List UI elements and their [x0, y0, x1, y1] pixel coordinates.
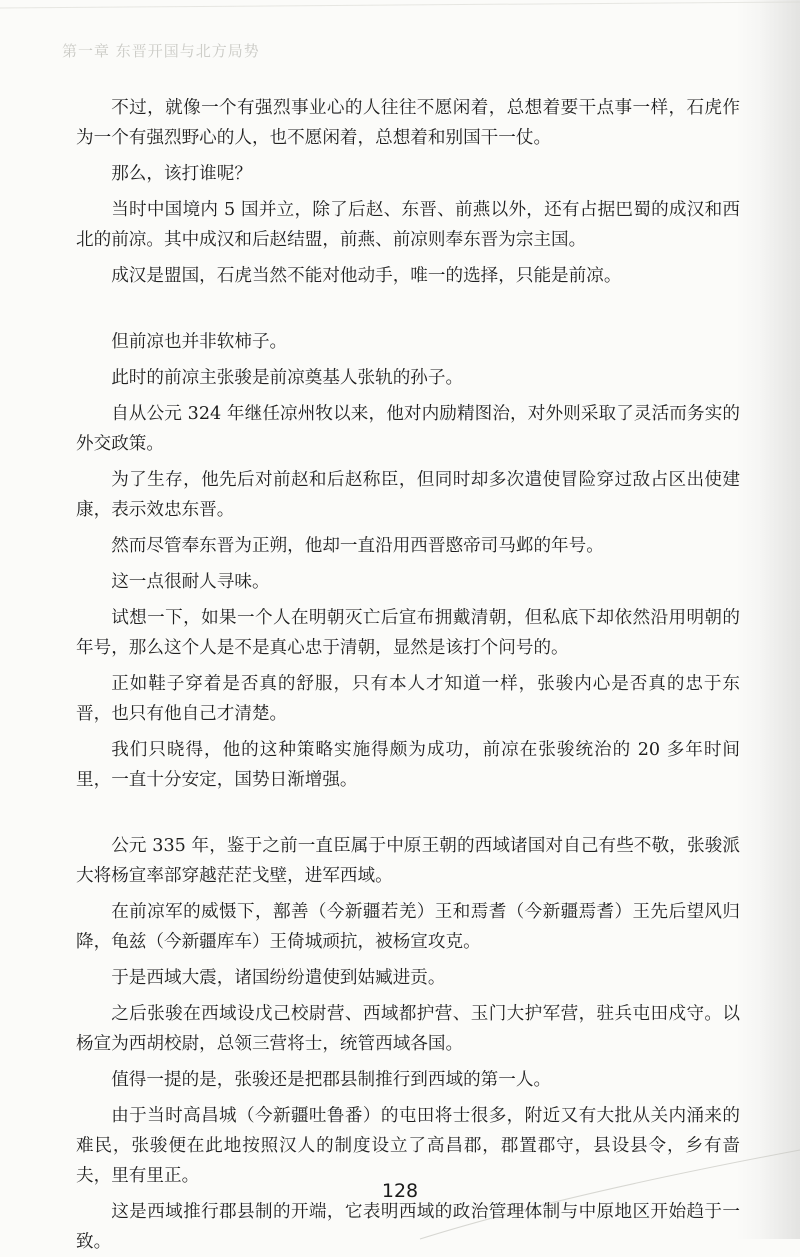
paragraph: 那么，该打谁呢？: [111, 164, 252, 184]
paragraph: 但前凉也并非软柿子。: [111, 332, 288, 352]
paragraph: 公元 335 年，鉴于之前一直臣属于中原王朝的西域诸国对自己有些不敬，张骏派大将杨宣率部穿越茫茫戈壁，进军西域。: [76, 836, 740, 886]
paragraph: 在前凉军的威慑下，鄯善（今新疆若羌）王和焉耆（今新疆焉耆）王先后望风归降，龟兹（今新疆库车）王倚城顽抗，被杨宣攻克。: [76, 902, 740, 952]
paragraph: 这一点很耐人寻味。: [111, 572, 270, 592]
paragraph: 成汉是盟国，石虎当然不能对他动手，唯一的选择，只能是前凉。: [111, 266, 622, 286]
paragraph: 为了生存，他先后对前赵和后赵称臣，但同时却多次遣使冒险穿过敌占区出使建康，表示效忠东晋。: [76, 470, 740, 520]
paragraph: 我们只晓得，他的这种策略实施得颇为成功，前凉在张骏统治的 20 多年时间里，一直十分安定，国势日渐增强。: [76, 740, 740, 790]
paragraph: 于是西域大震，诸国纷纷遣使到姑臧进贡。: [111, 968, 446, 988]
paragraph: 不过，就像一个有强烈事业心的人往往不愿闲着，总想着要干点事一样，石虎作为一个有强烈野心的人，也不愿闲着，总想着和别国干一仗。: [76, 98, 740, 148]
paragraph: 正如鞋子穿着是否真的舒服，只有本人才知道一样，张骏内心是否真的忠于东晋，也只有他自己才清楚。: [76, 674, 740, 724]
paragraph: 此时的前凉主张骏是前凉奠基人张轨的孙子。: [111, 368, 464, 388]
paragraph: 由于当时高昌城（今新疆吐鲁番）的屯田将士很多，附近又有大批从关内涌来的难民，张骏便在此地按照汉人的制度设立了高昌郡，郡置郡守，县设县令，乡有啬夫，里有里正。: [76, 1106, 740, 1186]
paragraph: 之后张骏在西域设戊己校尉营、西域都护营、玉门大护军营，驻兵屯田戍守。以杨宣为西胡校尉，总领三营将士，统管西域各国。: [76, 1004, 740, 1054]
paragraph: 值得一提的是，张骏还是把郡县制推行到西域的第一人。: [111, 1070, 552, 1090]
paragraph: 自从公元 324 年继任凉州牧以来，他对内励精图治，对外则采取了灵活而务实的外交政策。: [76, 404, 740, 454]
body-text: [76, 93, 740, 1257]
running-header: 第一章 东晋开国与北方局势: [62, 42, 260, 60]
paragraph: 试想一下，如果一个人在明朝灭亡后宣布拥戴清朝，但私底下却依然沿用明朝的年号，那么这个人是不是真心忠于清朝，显然是该打个问号的。: [76, 608, 740, 658]
paragraph: 然而尽管奉东晋为正朔，他却一直沿用西晋愍帝司马邺的年号。: [111, 536, 604, 556]
paragraph: 当时中国境内 5 国并立，除了后赵、东晋、前燕以外，还有占据巴蜀的成汉和西北的前凉。其中成汉和后赵结盟，前燕、前凉则奉东晋为宗主国。: [76, 200, 740, 250]
page-number: 128: [381, 1180, 419, 1202]
paragraph: 这是西域推行郡县制的开端，它表明西域的政治管理体制与中原地区开始趋于一致。: [76, 1202, 740, 1252]
